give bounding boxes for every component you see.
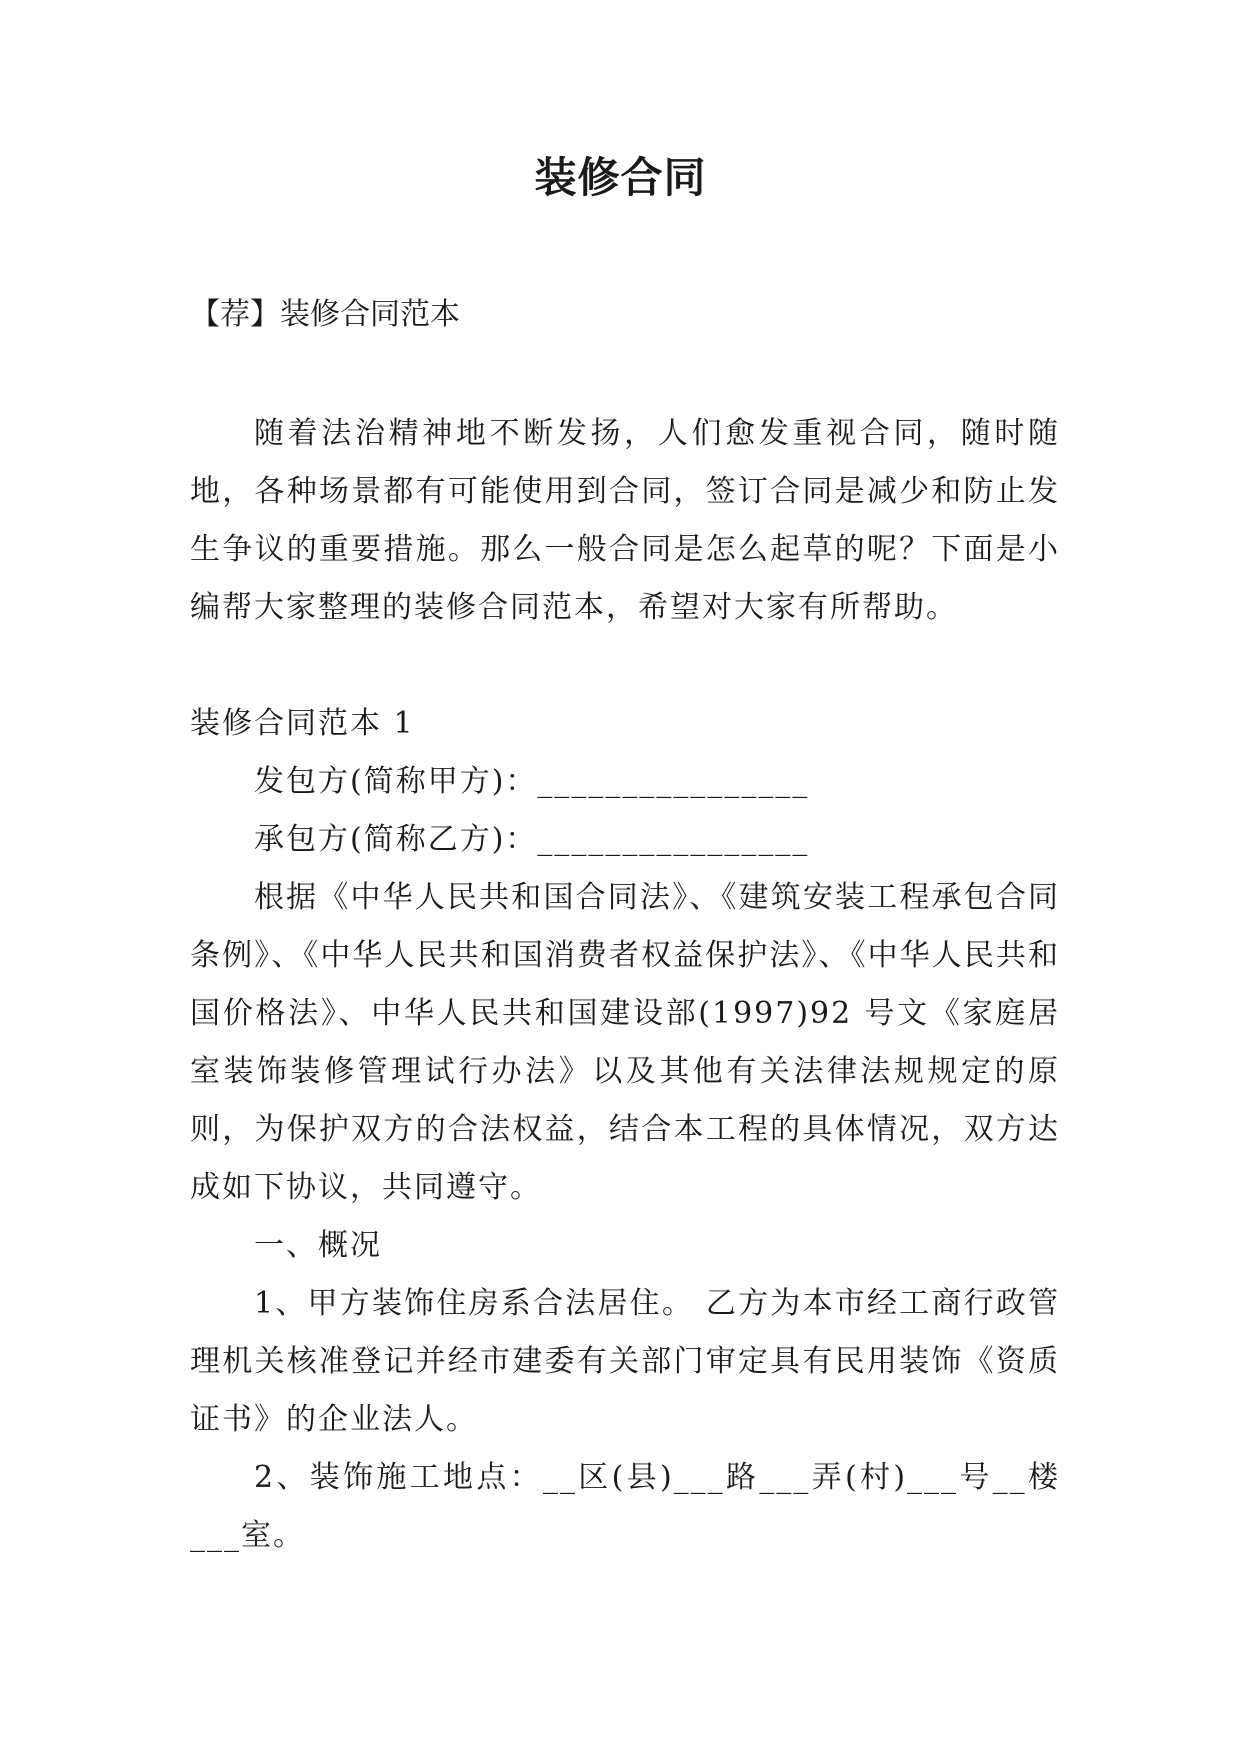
section-1-title: 一、概况 (254, 1228, 382, 1263)
intro-paragraph: 随着法治精神地不断发扬，人们愈发重视合同，随时随地，各种场景都有可能使用到合同，签订合同是减少和防止发生争议的重要措施。那么一般合同是怎么起草的呢？下面是小编帮大家整理的装修合同范本，希望对大家有所帮助。 (190, 416, 1060, 625)
clause-1: 1、甲方装饰住房系合法居住。 乙方为本市经工商行政管理机关核准登记并经市建委有关部门审定具有民用装饰《资质证书》的企业法人。 (190, 1286, 1060, 1437)
contract-heading: 装修合同范本 1 (190, 706, 415, 741)
contract-section (190, 695, 1060, 1565)
party-a-line: 发包方(简称甲方)：________________ (254, 764, 810, 799)
contract-preamble: 根据《中华人民共和国合同法》、《建筑安装工程承包合同条例》、《中华人民共和国消费者权益保护法》、《中华人民共和国价格法》、中华人民共和国建设部(1997)92 号文《家庭居室装饰装修管理试行办法》以及其他有关法律法规规定的原则，为保护双方的合法权益，结合本工程的具体情况，双方达成如下协议，共同遵守。 (190, 880, 1060, 1205)
intro-section (190, 405, 1060, 637)
clause-2: 2、装饰施工地点：__区(县)___路___弄(村)___号__楼___室。 (190, 1460, 1060, 1553)
party-b-line: 承包方(简称乙方)：________________ (254, 822, 810, 857)
document-title: 装修合同 (534, 153, 707, 202)
document-subtitle: 【荐】装修合同范本 (190, 297, 460, 332)
